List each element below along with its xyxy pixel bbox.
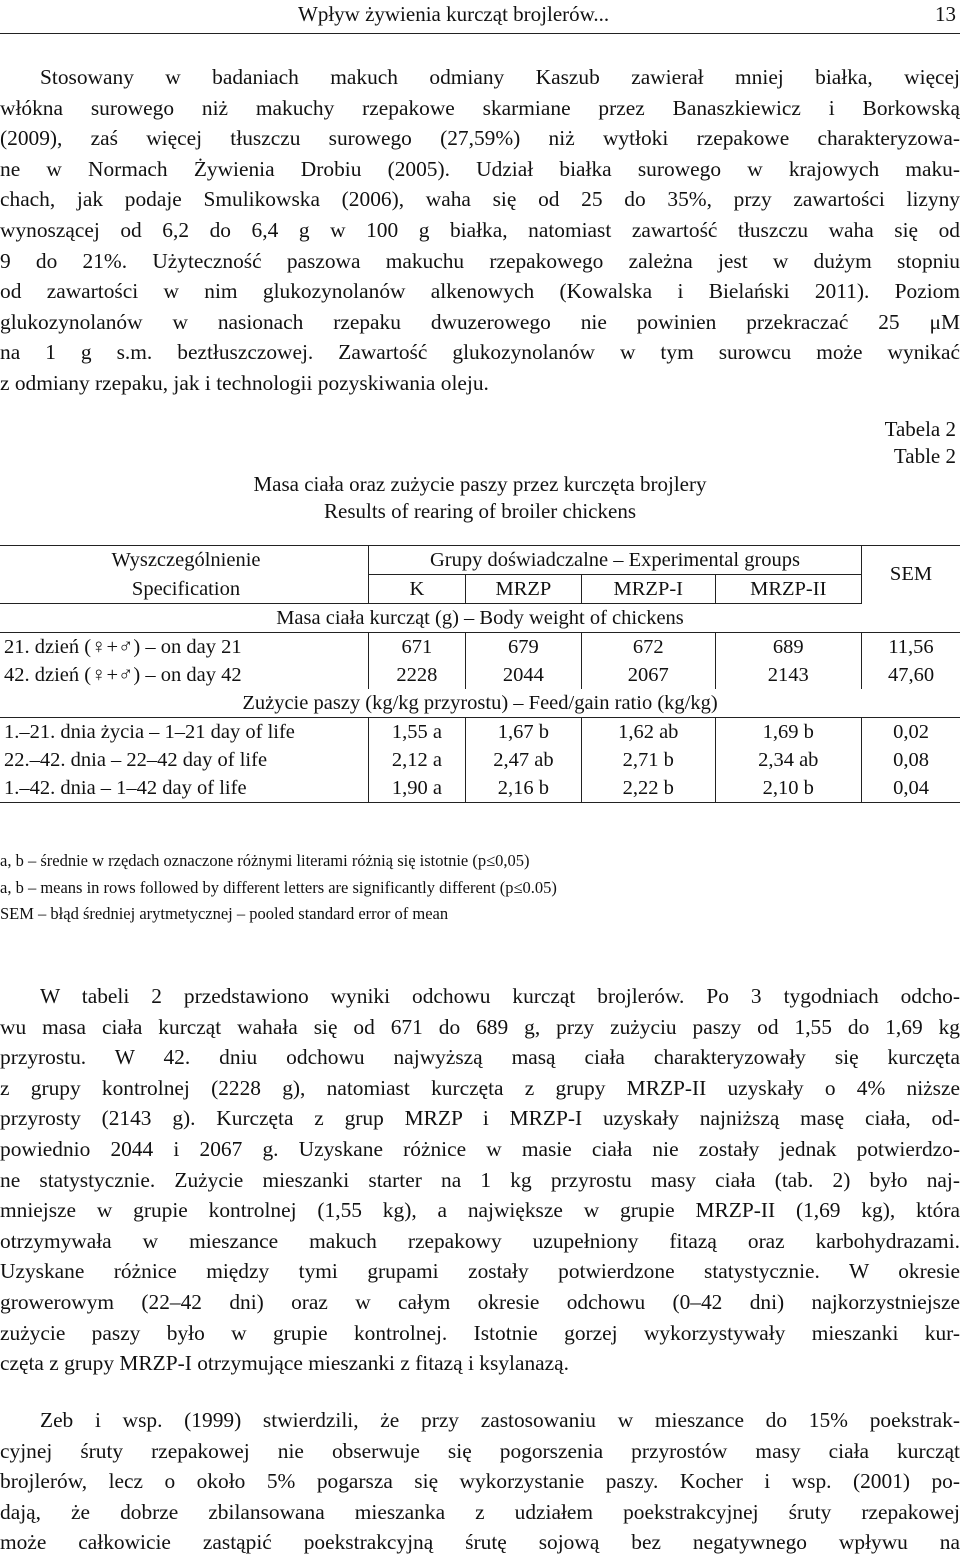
text-line: Zeb i wsp. (1999) stwierdzili, że przy zastosowaniu w mieszance do 15% poekstrak- — [40, 1408, 960, 1432]
table-caption-pl: Masa ciała oraz zużycie paszy przez kurczęta brojlery — [253, 472, 707, 496]
text-line: przyrostu. W 42. dniu odchowu najwyższą masą ciała charakteryzowały się kurczęta — [0, 1045, 960, 1070]
row-label: 22.–42. dnia – 22–42 day of life — [4, 748, 268, 771]
cell-value: 2044 — [465, 661, 581, 689]
text-line: zużycie paszy było w grupie kontrolnej. Istotnie gorzej wykorzystywały mieszanki kur- — [0, 1320, 960, 1345]
sem-header: SEM — [862, 546, 960, 604]
text-line: z odmiany rzepaku, jak i technologii pozyskiwania oleju. — [0, 370, 489, 395]
text-line: ne w Normach Żywienia Drobiu (2005). Udział białka surowego w krajowych maku- — [0, 156, 960, 181]
section-title: Zużycie paszy (kg/kg przyrostu) – Feed/gain ratio (kg/kg) — [242, 691, 718, 714]
text-line: może całkowicie zastąpić poekstrakcyjną śrutę sojową bez negatywnego wpływu na — [0, 1530, 960, 1555]
table-label-pl: Tabela 2 — [884, 417, 956, 441]
row-label: 1.–42. dnia – 1–42 day of life — [0, 774, 369, 803]
cell-sem: 0,02 — [862, 718, 960, 747]
cell-value: 1,62 ab — [582, 718, 715, 747]
text-line: chach, jak podaje Smulikowska (2006), waha się od 25 do 35%, przy zawartości lizyny — [0, 187, 960, 212]
text-line: włókna surowego niż makuchy rzepakowe skarmiane przez Banaszkiewicz i Borkowską — [0, 95, 960, 120]
paragraph-1 — [0, 62, 960, 399]
cell-value: 2067 — [582, 661, 715, 689]
cell-value: 2,10 b — [715, 774, 862, 803]
cell-value: 2,22 b — [582, 774, 715, 803]
cell-value: 2228 — [369, 661, 466, 689]
text-line: z grupy kontrolnej (2228 g), natomiast kurczęta z grupy MRZP-II uzyskały o 4% niższe — [0, 1075, 960, 1100]
table-note: SEM – błąd średniej arytmetycznej – pooled standard error of mean — [0, 904, 449, 923]
cell-value: 2,12 a — [369, 746, 466, 774]
cell-sem: 47,60 — [887, 663, 935, 686]
text-line: przyrosty (2143 g). Kurczęta z grup MRZP i MRZP-I uzyskały najniższą masę ciała, od- — [0, 1106, 960, 1131]
text-line: ne statystycznie. Zużycie mieszanki starter na 1 kg przyrostu masy ciała (tab. 2) było naj- — [0, 1167, 960, 1192]
row-label: 1.–21. dnia życia – 1–21 day of life — [0, 718, 369, 747]
cell-value: 1,69 b — [715, 718, 862, 747]
paragraph-3 — [0, 1405, 960, 1558]
text-line: wynoszącej od 6,2 do 6,4 g w 100 g białka, natomiast zawartość tłuszczu waha się od — [0, 217, 960, 242]
text-line: powiednio 2044 i 2067 g. Uzyskane różnice w masie ciała nie zostały jednak potwierdzo- — [0, 1136, 960, 1161]
table-row — [0, 633, 960, 662]
row-label: 21. dzień (♀+♂) – on day 21 — [0, 633, 369, 662]
text-line: growerowym (22–42 dni) oraz w całym okresie odchowu (0–42 dni) najkorzystniejsze — [0, 1289, 960, 1314]
text-line: od zawartości w nim glukozynolanów alkenowych (Kowalska i Bielański 2011). Poziom — [0, 279, 960, 304]
cell-sem: 0,08 — [893, 748, 929, 771]
cell-value: 1,90 a — [369, 774, 466, 803]
row-label: 42. dzień (♀+♂) – on day 42 — [4, 663, 242, 686]
table-row — [0, 746, 960, 774]
group-header: MRZP-I — [582, 575, 715, 604]
text-line: na 1 g s.m. beztłuszczowej. Zawartość glukozynolanów w tym surowcu może wynikać — [0, 340, 960, 365]
results-table — [0, 545, 960, 803]
text-line: cyjnej śruty rzepakowej nie obserwuje się pogorszenia przyrostów masy ciała kurcząt — [0, 1438, 960, 1463]
cell-value: 1,55 a — [369, 718, 466, 747]
running-header — [0, 0, 960, 36]
section-row — [0, 689, 960, 718]
group-header: MRZP-II — [715, 575, 862, 604]
text-line: W tabeli 2 przedstawiono wyniki odchowu kurcząt brojlerów. Po 3 tygodniach odcho- — [40, 984, 960, 1008]
section-title: Masa ciała kurcząt (g) – Body weight of chickens — [276, 606, 684, 629]
cell-value: 2,16 b — [465, 774, 581, 803]
text-line: brojlerów, lecz o około 5% pogarsza się wykorzystanie paszy. Kocher i wsp. (2001) po- — [0, 1469, 960, 1494]
cell-value: 2,34 ab — [715, 746, 862, 774]
cell-value: 689 — [715, 633, 862, 662]
table-label-en: Table 2 — [893, 444, 956, 468]
text-line: (2009), zaś więcej tłuszczu surowego (27,59%) niż wytłoki rzepakowe charakteryzowa- — [0, 126, 960, 151]
cell-sem: 11,56 — [862, 633, 960, 662]
table-header-row-1 — [0, 546, 960, 575]
table-note: a, b – średnie w rzędach oznaczone różnymi literami różnią się istotnie (p≤0,05) — [0, 851, 530, 870]
text-line: dają, że dobrze zbilansowana mieszanka z udziałem poekstrakcyjnej śruty rzepakowej — [0, 1499, 960, 1524]
cell-value: 1,67 b — [465, 718, 581, 747]
table-header-row-2 — [0, 575, 960, 604]
running-title: Wpływ żywienia kurcząt brojlerów... — [298, 2, 610, 26]
text-line: glukozynolanów w nasionach rzepaku dwuzerowego nie powinien przekraczać 25 μM — [0, 309, 960, 334]
paragraph-2 — [0, 981, 960, 1379]
cell-value: 2,47 ab — [465, 746, 581, 774]
text-line: 9 do 21%. Użyteczność paszowa makuchu rzepakowego zależna jest w dużym stopniu — [0, 248, 960, 273]
groups-header: Grupy doświadczalne – Experimental groups — [369, 546, 862, 575]
table-notes — [0, 848, 557, 928]
text-line: otrzymywała w mieszance makuch rzepakowy uzupełniony fitazą oraz karbohydrazami. — [0, 1228, 960, 1253]
cell-value: 679 — [465, 633, 581, 662]
text-line: Stosowany w badaniach makuch odmiany Kaszub zawierał mniej białka, więcej — [40, 65, 960, 89]
cell-value: 672 — [582, 633, 715, 662]
text-line: Uzyskane różnice między tymi grupami zostały potwierdzone statystycznie. W okresie — [0, 1259, 960, 1284]
page-number: 13 — [935, 2, 956, 26]
group-header: K — [369, 575, 466, 604]
table-row — [0, 661, 960, 689]
text-line: wu masa ciała kurcząt wahała się od 671 do 689 g, przy zużyciu paszy od 1,55 do 1,69 kg — [0, 1014, 960, 1039]
text-line: częta z grupy MRZP-I otrzymujące mieszanki z fitazą i ksylanazą. — [0, 1351, 569, 1376]
spec-header-pl: Wyszczególnienie — [0, 546, 369, 575]
cell-value: 671 — [369, 633, 466, 662]
table-row — [0, 774, 960, 803]
spec-header-en: Specification — [0, 575, 369, 604]
text-line: mniejsze w grupie kontrolnej (1,55 kg), a największe w grupie MRZP-II (1,69 kg), która — [0, 1198, 960, 1223]
header-rule — [0, 33, 960, 34]
table-caption-en: Results of rearing of broiler chickens — [324, 499, 636, 523]
cell-value: 2143 — [715, 661, 862, 689]
table-row — [0, 718, 960, 747]
cell-sem: 0,04 — [862, 774, 960, 803]
table-note: a, b – means in rows followed by different letters are significantly different (p≤0.05) — [0, 877, 557, 897]
cell-value: 2,71 b — [582, 746, 715, 774]
section-row — [0, 604, 960, 633]
group-header: MRZP — [465, 575, 581, 604]
